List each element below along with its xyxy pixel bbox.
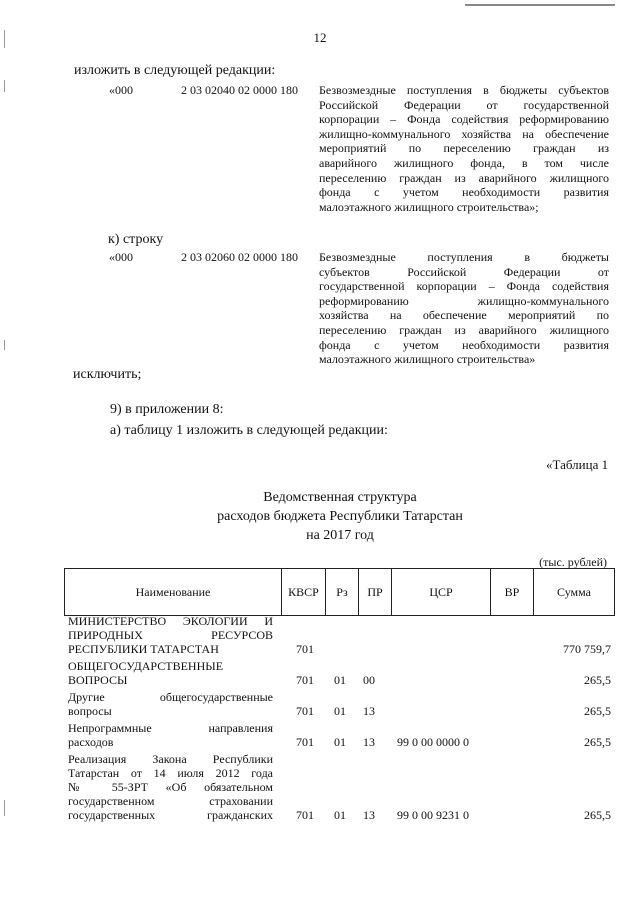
entry1-line: переселению граждан из аварийного жилищного — [319, 170, 609, 185]
header-vr: ВР — [491, 569, 534, 616]
row-kvsr: 701 — [296, 642, 314, 656]
row-sum: 265,5 — [584, 808, 611, 822]
entry1-code: 2 03 02040 02 0000 180 — [181, 83, 298, 97]
entry1-line: фонда с учетом необходимости развития — [319, 185, 609, 200]
row-pr: 13 — [363, 808, 375, 822]
table-row — [64, 614, 615, 658]
entry2-line: хозяйства на обеспечение мероприятий по — [319, 308, 609, 323]
row-name — [68, 752, 273, 822]
row-name-line: вопросы — [68, 704, 112, 718]
entry2-line: реформированию жилищно-коммунального — [319, 293, 609, 308]
budget-table-header — [64, 568, 615, 616]
row-name-line: государственных гражданских — [68, 808, 273, 822]
entry2-prefix: «000 — [109, 250, 133, 264]
table-row — [64, 690, 615, 720]
row-name-line: № 55-ЗРТ «Об обязательном — [68, 780, 273, 794]
row-rz: 01 — [334, 704, 346, 718]
row-name — [68, 659, 273, 687]
row-sum: 265,5 — [584, 704, 611, 718]
entry2-line: субъектов Российской Федерации от — [319, 264, 609, 279]
table-row — [64, 721, 615, 751]
row-kvsr: 701 — [296, 735, 314, 749]
row-name-line: Непрограммные направления — [68, 721, 273, 735]
header-name: Наименование — [65, 569, 282, 616]
row-name-line: Реализация Закона Республики — [68, 752, 273, 766]
row-rz: 01 — [334, 735, 346, 749]
entry1-line: аварийного жилищного фонда, в том числе — [319, 155, 609, 170]
row-sum: 265,5 — [584, 673, 611, 687]
table-row — [64, 659, 615, 689]
row-csr: 99 0 00 0000 0 — [397, 735, 469, 749]
row-pr: 13 — [363, 735, 375, 749]
row-name-line: ВОПРОСЫ — [68, 673, 128, 687]
header-kvsr: КВСР — [282, 569, 326, 616]
row-name — [68, 614, 273, 656]
item-9: 9) в приложении 8: — [110, 402, 224, 417]
entry1-line: жилищно-коммунального хозяйства на обеспечение — [319, 126, 609, 141]
row-name-line: Татарстан от 14 июля 2012 года — [68, 766, 273, 780]
row-pr: 00 — [363, 673, 375, 687]
row-name-line: ОБЩЕГОСУДАРСТВЕННЫЕ — [68, 659, 224, 673]
k-label: к) строку — [108, 232, 164, 247]
row-pr: 13 — [363, 704, 375, 718]
header-sum: Сумма — [534, 569, 615, 616]
scan-artifact-margin — [4, 80, 5, 92]
row-name-line: Другие общегосударственные — [68, 690, 273, 704]
entry1-line: малоэтажного жилищного строительства»; — [319, 199, 539, 214]
title-line: на 2017 год — [306, 528, 374, 543]
row-rz: 01 — [334, 673, 346, 687]
entry2-line: переселению граждан из аварийного жилищного — [319, 322, 609, 337]
scan-artifact-line — [465, 4, 615, 6]
page-number: 12 — [313, 30, 327, 45]
entry1-prefix: «000 — [109, 83, 133, 97]
entry2-line: малоэтажного жилищного строительства» — [319, 352, 536, 367]
row-name-line: ПРИРОДНЫХ РЕСУРСОВ — [68, 628, 273, 642]
row-name-line: государственном страховании — [68, 794, 273, 808]
row-rz: 01 — [334, 808, 346, 822]
entry1-line: Безвозмездные поступления в бюджеты субъектов — [319, 83, 609, 97]
exclude-label: исключить; — [73, 367, 142, 382]
row-sum: 265,5 — [584, 735, 611, 749]
entry2-line: фонда с учетом необходимости развития — [319, 337, 609, 352]
row-kvsr: 701 — [296, 808, 314, 822]
entry2-line: Безвозмездные поступления в бюджеты — [319, 250, 609, 264]
intro-label: изложить в следующей редакции: — [74, 63, 276, 78]
row-kvsr: 701 — [296, 673, 314, 687]
scan-artifact-margin — [4, 340, 5, 350]
row-name — [68, 690, 273, 718]
title-line: Ведомственная структура — [263, 490, 417, 505]
entry1-description — [319, 83, 609, 214]
row-name-line: РЕСПУБЛИКИ ТАТАРСТАН — [68, 642, 219, 656]
table-title — [0, 488, 640, 545]
entry1-line: Российской Федерации от государственной — [319, 97, 609, 112]
table-reference: «Таблица 1 — [546, 457, 609, 472]
header-rz: Рз — [326, 569, 359, 616]
entry2-line: государственной корпорации – Фонда содействия — [319, 279, 609, 294]
entry1-line: мероприятий по переселению граждан из — [319, 141, 609, 156]
row-sum: 770 759,7 — [563, 642, 611, 656]
row-kvsr: 701 — [296, 704, 314, 718]
row-name-line: расходов — [68, 735, 114, 749]
row-name-line: МИНИСТЕРСТВО ЭКОЛОГИИ И — [68, 614, 273, 628]
row-name — [68, 721, 273, 749]
entry2-description — [319, 250, 609, 367]
item-a: а) таблицу 1 изложить в следующей редакции: — [110, 423, 388, 438]
table-row — [64, 752, 615, 827]
scan-artifact-margin — [4, 800, 5, 816]
header-pr: ПР — [359, 569, 392, 616]
row-csr: 99 0 00 9231 0 — [397, 808, 469, 822]
header-csr: ЦСР — [392, 569, 491, 616]
entry1-line: корпорации – Фонда содействия реформированию — [319, 112, 609, 127]
title-line: расходов бюджета Республики Татарстан — [217, 509, 463, 524]
units-label: (тыс. рублей) — [539, 555, 607, 569]
entry2-code: 2 03 02060 02 0000 180 — [181, 250, 298, 264]
